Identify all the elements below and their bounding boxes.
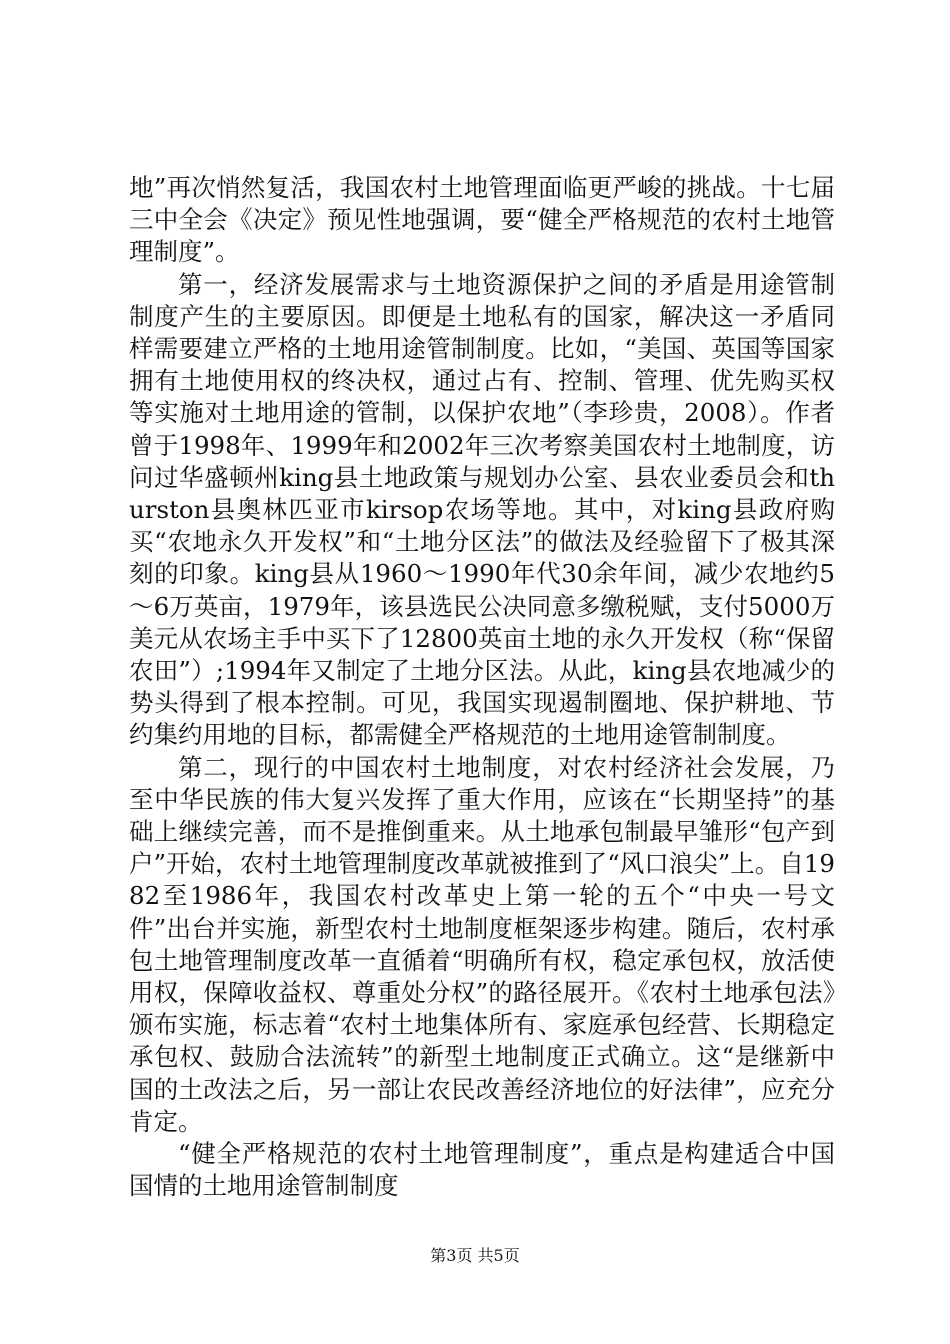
paragraph-continuation: 地”再次悄然复活，我国农村土地管理面临更严峻的挑战。十七届三中全会《决定》预见性地强调，要“健全严格规范的农村土地管理制度”。 (129, 173, 835, 267)
document-body (129, 172, 835, 1203)
paragraph-section-heading: “健全严格规范的农村土地管理制度”，重点是构建适合中国国情的土地用途管制制度 (129, 1139, 835, 1201)
paragraph-first-point: 第一，经济发展需求与土地资源保护之间的矛盾是用途管制制度产生的主要原因。即便是土地私有的国家，解决这一矛盾同样需要建立严格的土地用途管制制度。比如，“美国、英国等国家拥有土地使用权的终决权，通过占有、控制、管理、优先购买权等实施对土地用途的管制，以保护农地”（李珍贵，2008）。作者曾于1998年、1999年和2002年三次考察美国农村土地制度，访问过华盛顿州king县土地政策与规划办公室、县农业委员会和thurston县奥林匹亚市kirsop农场等地。其中，对king县政府购买“农地永久开发权”和“土地分区法”的做法及经验留下了极其深刻的印象。king县从1960～1990年代30余年间，减少农地约5～6万英亩，1979年，该县选民公决同意多缴税赋，支付5000万美元从农场主手中买下了12800英亩土地的永久开发权（称“保留农田”）;1994年又制定了土地分区法。从此，king县农地减少的势头得到了根本控制。可见，我国实现遏制圈地、保护耕地、节约集约用地的目标，都需健全严格规范的土地用途管制制度。 (129, 269, 835, 750)
paragraph-second-point: 第二，现行的中国农村土地制度，对农村经济社会发展，乃至中华民族的伟大复兴发挥了重大作用，应该在“长期坚持”的基础上继续完善，而不是推倒重来。从土地承包制最早雏形“包产到户”开始，农村土地管理制度改革就被推到了“风口浪尖”上。自1982至1986年，我国农村改革史上第一轮的五个“中央一号文件”出台并实施，新型农村土地制度框架逐步构建。随后，农村承包土地管理制度改革一直循着“明确所有权，稳定承包权，放活使用权，保障收益权、尊重处分权”的路径展开。《农村土地承包法》颁布实施，标志着“农村土地集体所有、家庭承包经营、长期稳定承包权、鼓励合法流转”的新型土地制度正式确立。这“是继新中国的土改法之后，另一部让农民改善经济地位的好法律”，应充分肯定。 (129, 752, 835, 1136)
page-number-footer: 第3页 共5页 (430, 1246, 520, 1265)
